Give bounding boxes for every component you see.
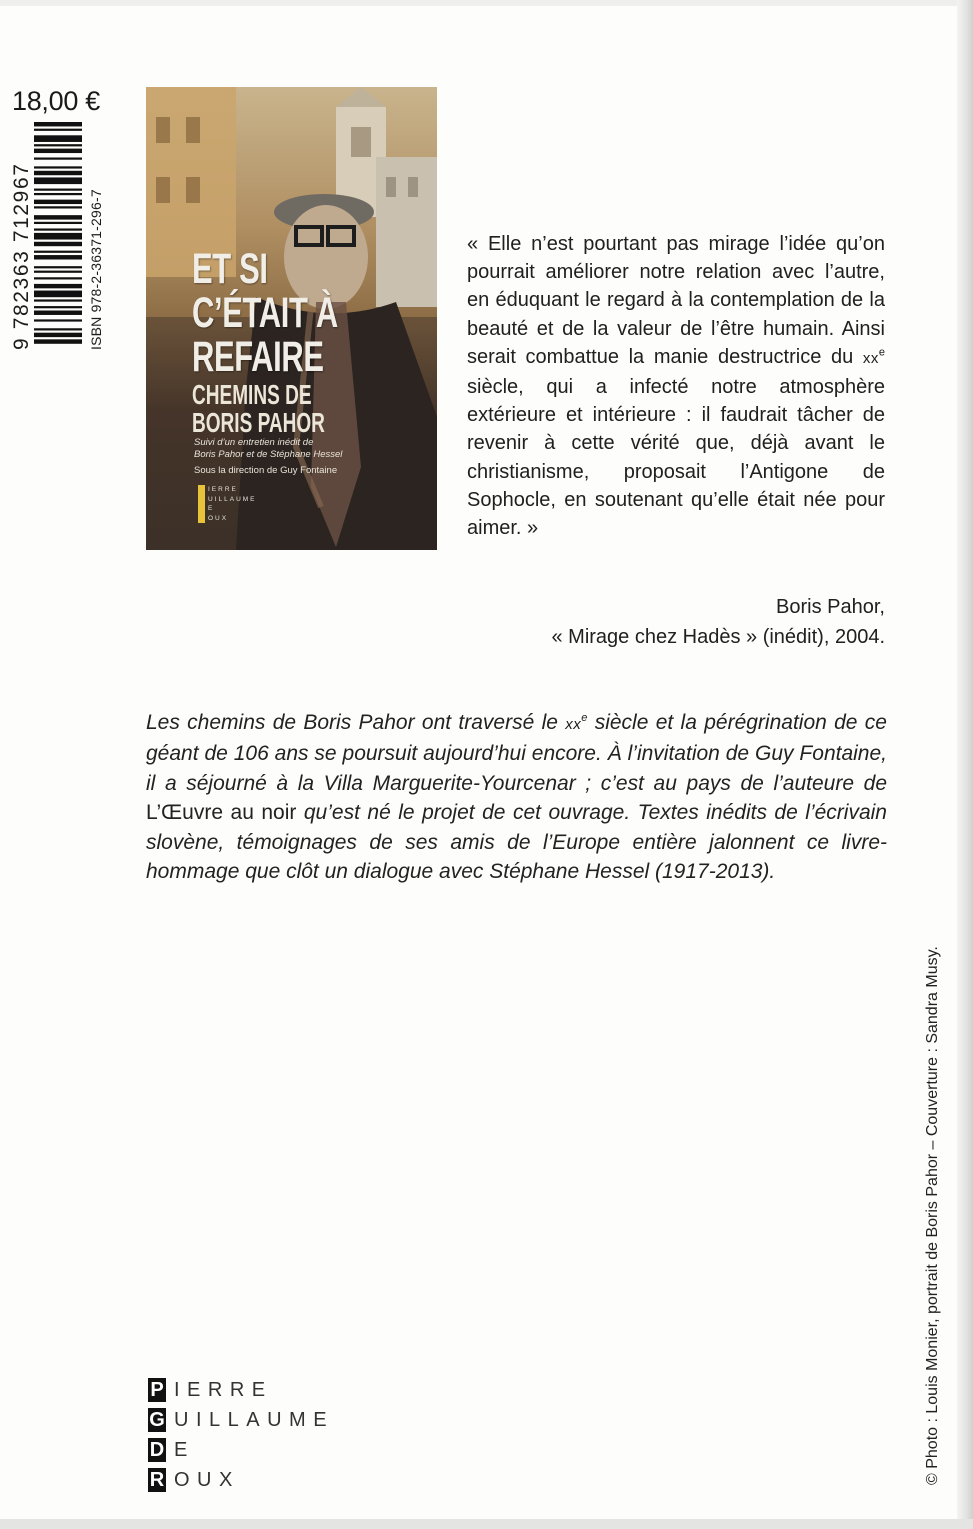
scan-edge-top bbox=[0, 0, 973, 6]
barcode-bar bbox=[34, 222, 82, 224]
cover-logo-line: E bbox=[208, 505, 215, 512]
barcode-bar bbox=[34, 251, 82, 253]
barcode-bar bbox=[34, 255, 82, 259]
barcode-bar bbox=[34, 271, 82, 273]
barcode-bar bbox=[34, 284, 82, 288]
barcode-bar bbox=[34, 166, 82, 168]
barcode-bar bbox=[34, 193, 82, 195]
barcode-bar bbox=[34, 306, 82, 308]
cover-follow-text bbox=[194, 437, 342, 461]
barcode-bar bbox=[34, 122, 82, 126]
publisher-row bbox=[148, 1408, 334, 1432]
cover-follow-line: Boris Pahor et de Stéphane Hessel bbox=[194, 449, 343, 460]
quote-century: xx bbox=[862, 349, 879, 367]
publisher-row bbox=[148, 1438, 195, 1462]
barcode-digits: 9 782363 712967 bbox=[10, 162, 33, 350]
barcode-bar bbox=[34, 135, 82, 142]
barcode-bar bbox=[34, 266, 82, 268]
barcode-bar bbox=[34, 333, 82, 337]
publisher-initial: R bbox=[149, 1468, 165, 1491]
barcode-bar bbox=[34, 311, 82, 315]
cover-direction: Sous la direction de Guy Fontaine bbox=[194, 465, 338, 476]
barcode-bar bbox=[34, 149, 82, 153]
quote-part-1: « Elle n’est pourtant pas mirage l’idée qu’on pourrait améliorer notre relation avec l’autre, en éduquant le regard à la contemplation de la beauté et de la valeur de l’être humain. Ainsi serait combattue la manie destructrice du bbox=[467, 233, 885, 368]
blurb-century: xx bbox=[565, 716, 582, 733]
barcode-bar bbox=[34, 339, 82, 343]
cover-title-line: ET SI bbox=[192, 245, 268, 293]
barcode-bars bbox=[34, 122, 82, 346]
barcode-bar bbox=[34, 129, 82, 131]
scan-edge-right bbox=[957, 0, 973, 1529]
barcode-bar bbox=[34, 291, 82, 298]
barcode-bar bbox=[34, 144, 82, 146]
quote-author: Boris Pahor, bbox=[776, 596, 885, 618]
blurb-part-1: Les chemins de Boris Pahor ont traversé le bbox=[146, 711, 566, 734]
book-cover-thumbnail bbox=[146, 87, 437, 550]
barcode-bar bbox=[34, 233, 82, 240]
cover-subtitle bbox=[192, 381, 355, 437]
barcode-bar bbox=[34, 177, 82, 184]
barcode-bar bbox=[34, 206, 82, 208]
photo-credit: © Photo : Louis Monier, portrait de Boris Pahor – Couverture : Sandra Musy. bbox=[924, 946, 941, 1485]
cover-follow-line: Suivi d’un entretien inédit de bbox=[194, 437, 314, 448]
cover-logo-line: IERRE bbox=[208, 486, 238, 493]
barcode bbox=[6, 118, 106, 350]
quote-source: « Mirage chez Hadès » (inédit), 2004. bbox=[551, 626, 885, 648]
publisher-word: UILLAUME bbox=[174, 1408, 335, 1431]
publisher-initial: D bbox=[149, 1438, 165, 1461]
barcode-bar bbox=[34, 215, 82, 219]
cover-title-line: REFAIRE bbox=[192, 333, 324, 381]
publisher-word: IERRE bbox=[174, 1378, 273, 1401]
barcode-bar bbox=[34, 299, 82, 301]
cover-logo-line: OUX bbox=[208, 514, 229, 522]
cover-title bbox=[192, 247, 365, 379]
quote-century-sup: e bbox=[878, 346, 885, 359]
cover-logo-bar bbox=[198, 485, 205, 523]
blurb-text bbox=[146, 708, 887, 886]
price-label: 18,00 € bbox=[12, 86, 100, 116]
barcode-bar bbox=[34, 171, 82, 175]
barcode-bar bbox=[34, 157, 82, 159]
barcode-bar bbox=[34, 277, 82, 279]
isbn-label: ISBN 978-2-36371-296-7 bbox=[88, 189, 104, 350]
quote-part-2: siècle, qui a infecté notre atmosphère extérieure et intérieure : il faudrait tâcher de revenir à cette vérité que, déjà avant le christianisme, proposait l’Antigone de Sophocle, en soutenant qu’elle était née pour aimer. » bbox=[467, 376, 885, 540]
barcode-bar bbox=[34, 319, 82, 321]
blurb-part-2: siècle et la pérégrination de ce géant de 106 ans se poursuit aujourd’hui encore. À l’invitation de Guy Fontaine, il a séjourné à la Villa Marguerite-Yourcenar ; c’est au pays de l’auteure de bbox=[146, 711, 887, 795]
scan-edge-bottom bbox=[0, 1519, 973, 1529]
publisher-row bbox=[148, 1468, 240, 1492]
blurb-part-3: qu’est né le projet de cet ouvrage. Textes inédits de l’écrivain slovène, témoignages de ses amis de l’Europe entière jalonnent ce livre-hommage que clôt un dialogue avec Stéphane Hessel (1917-2013). bbox=[146, 801, 887, 884]
publisher-word: E bbox=[174, 1438, 195, 1461]
cover-subtitle-line: CHEMINS DE bbox=[192, 379, 312, 410]
publisher-word: OUX bbox=[174, 1468, 240, 1491]
blurb-work-title: L’Œuvre au noir bbox=[146, 801, 297, 825]
barcode-bar bbox=[34, 228, 82, 230]
cover-subtitle-line: BORIS PAHOR bbox=[192, 407, 325, 438]
publisher-initial: G bbox=[149, 1408, 165, 1431]
barcode-bar bbox=[34, 242, 82, 246]
publisher-logo bbox=[148, 1378, 408, 1498]
barcode-bar bbox=[34, 328, 82, 330]
publisher-row bbox=[148, 1378, 273, 1402]
quote-text bbox=[467, 230, 885, 542]
barcode-bar bbox=[34, 200, 82, 204]
cover-logo-line: UILLAUME bbox=[208, 495, 257, 503]
blurb-century-sup: e bbox=[581, 712, 588, 724]
barcode-bar bbox=[34, 189, 82, 191]
publisher-initial: P bbox=[148, 1378, 166, 1402]
cover-title-line: C’ÉTAIT À bbox=[192, 289, 338, 337]
